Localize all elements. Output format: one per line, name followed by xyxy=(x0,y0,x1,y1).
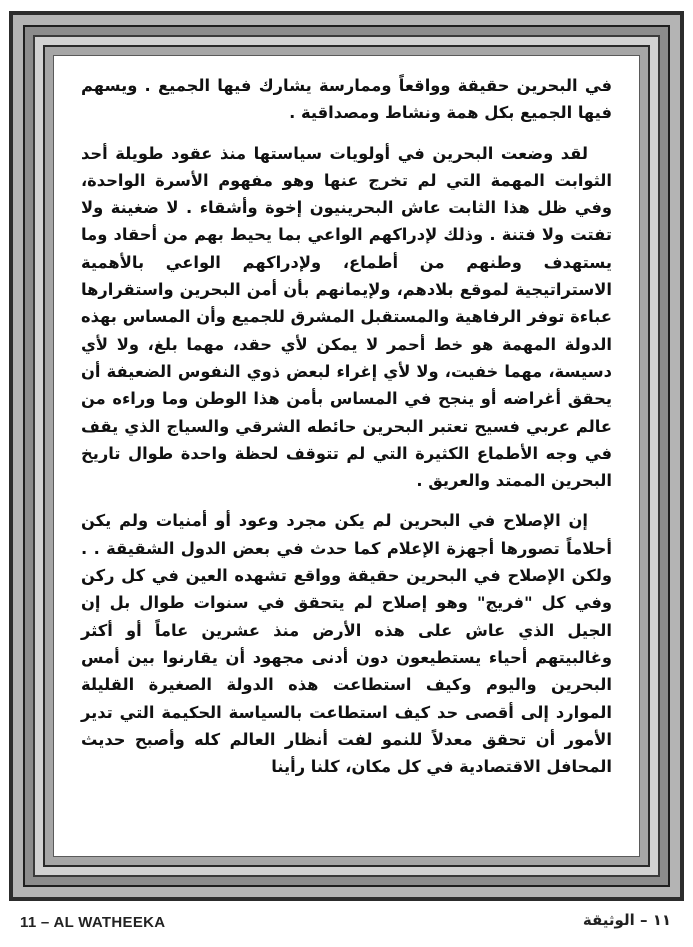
article-paragraph: إن الإصلاح في البحرين لم يكن مجرد وعود أو أمنيات ولم يكن أحلاماً تصورها أجهزة الإعلام كما حدث في بعض الدول الشقيقة . . ولكن الإصلاح في البحرين حقيقة وواقع تشهده العين في كل ركن وفي كل "فريج" وهو إصلاح لم يتحقق في سنوات طوال بل إن الجيل الذي عاش على هذه الأرض منذ عشرين عاماً أو أكثر وغالبيتهم أحياء يستطيعون دون أدنى مجهود أن يقارنوا بين أمس البحرين واليوم وكيف استطاعت هذه الدولة الصغيرة القليلة الموارد إلى أقصى حد كيف استطاعت بالسياسة الحكيمة التي تدير الأمور أن تحقق معدلاً للنمو لفت أنظار العالم كله وأصبح حديث المحافل الاقتصادية في كل مكان، كلنا رأينا xyxy=(81,511,612,777)
article-paragraph: لقد وضعت البحرين في أولويات سياستها منذ عقود طويلة أحد الثوابت المهمة التي لم تخرج عنها وهو مفهوم الأسرة الواحدة، وفي ظل هذا الثابت عاش البحرينيون إخوة وأشقاء . لا ضغينة ولا تفتت ولا فتنة . وذلك لإدراكهم الواعي بما يحيط بهم من أحقاد وما يستهدف وطنهم من أطماع، ولإدراكهم الواعي بالأهمية الاستراتيجية لموقع بلادهم، ولإيمانهم بأن أمن البحرين واستقرارها عباءة توفر الرفاهية والمستقبل المشرق للجميع وأن المساس بهذه الدولة المهمة هو خط أحمر لا يمكن لأي حقد، مهما بلغ، ولا لأي دسيسة، مهما خفيت، ولا لأي إغراء لبعض ذوي النفوس الضعيفة أن يحقق أغراضه أو ينجح في المساس بأمن هذا الوطن وما وراءه من عالم عربي فسيح تعتبر البحرين حائطه الشرقي والسياج الذي يقف في وجه الأطماع الكثيرة التي لم تتوقف لحظة واحدة طوال تاريخ البحرين الممتد والعريق . xyxy=(81,143,612,491)
frame-band xyxy=(33,35,660,877)
frame-band xyxy=(43,45,650,867)
article-page xyxy=(53,55,640,857)
article-body xyxy=(81,72,612,846)
footer-page-number-ar: ١١ – الوثيقة xyxy=(582,911,671,929)
frame-band xyxy=(23,25,670,887)
page-frame xyxy=(9,11,684,901)
article-paragraph: في البحرين حقيقة وواقعاً وممارسة يشارك فيها الجميع . ويسهم فيها الجميع بكل همة ونشاط ومصداقية . xyxy=(81,76,612,123)
footer-page-number-en: 11 – AL WATHEEKA xyxy=(20,914,166,931)
